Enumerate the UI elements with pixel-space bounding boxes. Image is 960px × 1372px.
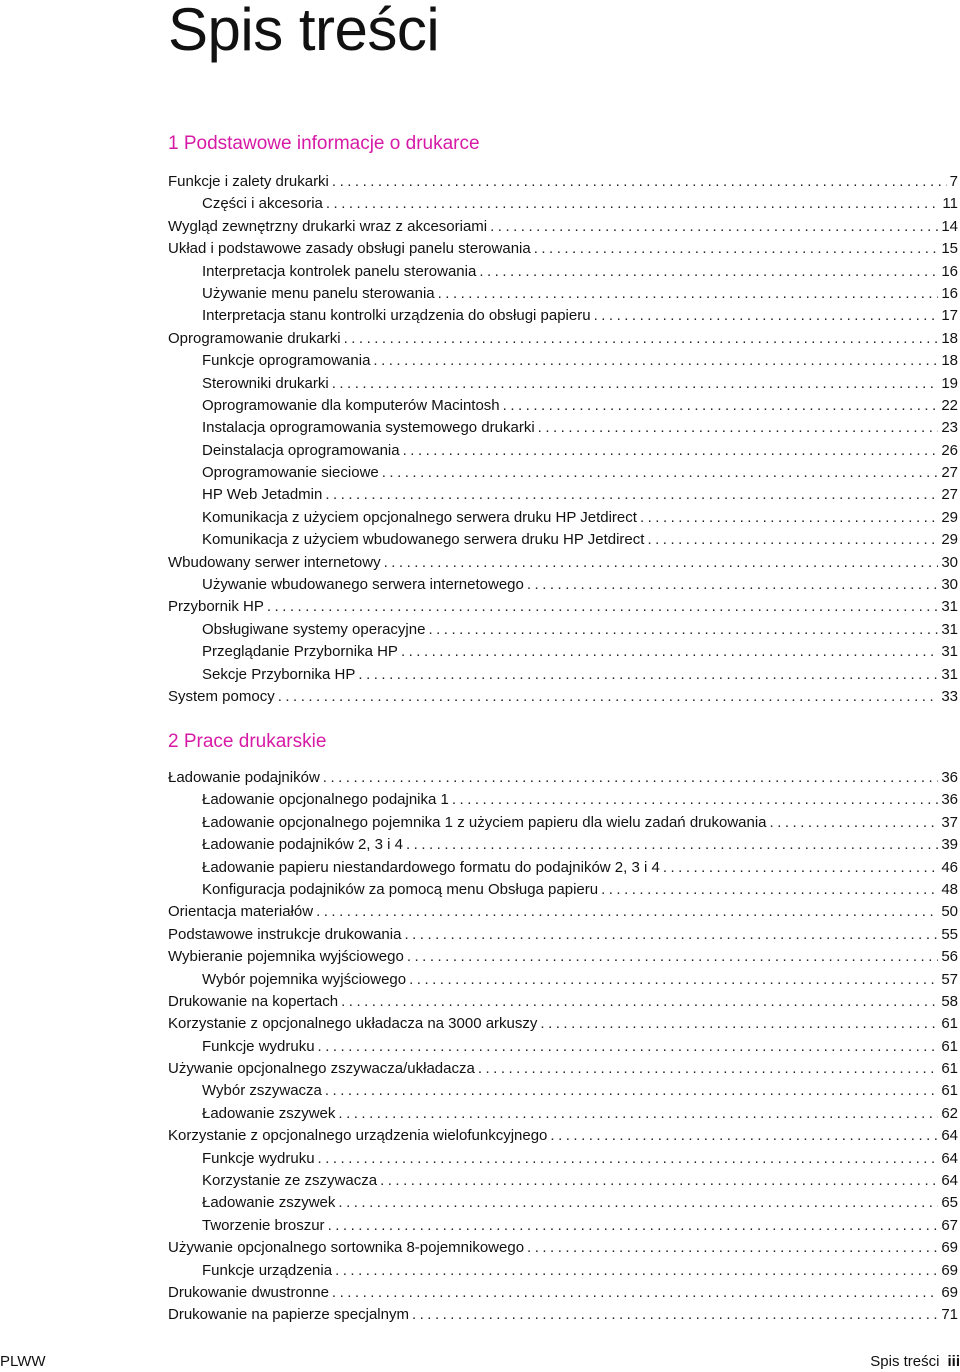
toc-dot-leader xyxy=(407,946,939,968)
toc-entry-label: Oprogramowanie sieciowe xyxy=(202,464,379,482)
toc-entry-label: Funkcje urządzenia xyxy=(202,1261,333,1279)
toc-dot-leader xyxy=(479,261,938,283)
toc-entry[interactable] xyxy=(168,596,958,618)
toc-entry-label: Komunikacja z użyciem wbudowanego serwera druku HP Jetdirect xyxy=(202,531,645,549)
toc-entry-label: Ładowanie podajników xyxy=(168,769,320,786)
toc-entry-label: Orientacja materiałów xyxy=(168,903,314,921)
toc-entry[interactable] xyxy=(168,686,958,708)
toc-dot-leader xyxy=(534,238,939,260)
toc-entry-label: Wbudowany serwer internetowy xyxy=(168,553,381,571)
toc-entry-label: Funkcje i zalety drukarki xyxy=(168,173,329,190)
toc-entry-page: 22 xyxy=(941,396,958,414)
toc-entry-label: Konfiguracja podajników za pomocą menu Obsługa papieru xyxy=(202,880,599,898)
toc-entry-label: Sterowniki drukarki xyxy=(202,374,329,392)
toc-entry-page: 14 xyxy=(941,217,958,235)
toc-dot-leader xyxy=(538,417,939,439)
toc-entry-label: Przybornik HP xyxy=(168,598,264,616)
toc-entry[interactable] xyxy=(168,1013,958,1035)
toc-entry-page: 69 xyxy=(941,1239,958,1257)
toc-dot-leader xyxy=(332,171,947,193)
toc-entry-page: 61 xyxy=(941,1082,958,1100)
toc-dot-leader xyxy=(527,1237,938,1259)
toc-dot-leader xyxy=(490,216,938,238)
toc-entry-label: Używanie wbudowanego serwera internetowego xyxy=(202,576,524,594)
toc-entry[interactable] xyxy=(168,507,958,529)
toc-entry[interactable] xyxy=(168,305,958,327)
toc-entry[interactable] xyxy=(168,484,958,506)
toc-dot-leader xyxy=(382,462,939,484)
toc-entry[interactable] xyxy=(168,857,958,879)
toc-dot-leader xyxy=(341,991,938,1013)
toc-entry-label: HP Web Jetadmin xyxy=(202,486,323,504)
toc-dot-leader xyxy=(325,484,938,506)
toc-entry-label: Deinstalacja oprogramowania xyxy=(202,441,400,459)
toc-entry-page: 7 xyxy=(949,173,958,190)
toc-dot-leader xyxy=(267,596,938,618)
footer-section-name: Spis treści xyxy=(870,1353,940,1370)
toc-entry-page: 36 xyxy=(941,791,958,809)
toc-entry[interactable] xyxy=(168,283,958,305)
toc-entry-page: 27 xyxy=(941,464,958,482)
toc-entry[interactable] xyxy=(168,1125,958,1147)
toc-entry-label: Funkcje oprogramowania xyxy=(202,352,371,370)
toc-entry-label: Wybieranie pojemnika wyjściowego xyxy=(168,948,404,966)
toc-dot-leader xyxy=(332,1282,938,1304)
toc-dot-leader xyxy=(328,1215,939,1237)
toc-entry-page: 33 xyxy=(941,687,958,705)
toc-entry[interactable] xyxy=(168,812,958,834)
toc-entry-label: Korzystanie ze zszywacza xyxy=(202,1172,378,1190)
toc-dot-leader xyxy=(640,507,938,529)
toc-entry[interactable] xyxy=(168,1260,958,1282)
toc-entry-page: 18 xyxy=(941,329,958,347)
toc-dot-leader xyxy=(338,1103,938,1125)
toc-entry-label: Używanie menu panelu sterowania xyxy=(202,284,435,302)
toc-entry-page: 62 xyxy=(941,1104,958,1122)
toc-dot-leader xyxy=(335,1260,938,1282)
toc-entry-page: 15 xyxy=(941,240,958,258)
toc-entry-page: 29 xyxy=(941,531,958,549)
toc-entry-label: Drukowanie na kopertach xyxy=(168,992,339,1010)
toc-dot-leader xyxy=(332,373,939,395)
toc-entry-label: Wybór zszywacza xyxy=(202,1082,322,1100)
toc-dot-leader xyxy=(344,328,939,350)
toc-entry-label: Używanie opcjonalnego zszywacza/układacza xyxy=(168,1060,475,1078)
chapter-1-toc xyxy=(168,171,958,708)
toc-dot-leader xyxy=(550,1125,938,1147)
toc-entry[interactable] xyxy=(168,641,958,663)
toc-entry-page: 46 xyxy=(941,858,958,876)
toc-entry-label: Podstawowe instrukcje drukowania xyxy=(168,925,402,943)
toc-entry-page: 57 xyxy=(941,970,958,988)
toc-entry[interactable] xyxy=(168,619,958,641)
toc-entry-label: Funkcje wydruku xyxy=(202,1037,315,1055)
toc-dot-leader xyxy=(326,193,940,215)
toc-dot-leader xyxy=(503,395,939,417)
toc-entry[interactable] xyxy=(168,1192,958,1214)
toc-entry-label: Interpretacja stanu kontrolki urządzenia do obsługi papieru xyxy=(202,307,591,325)
toc-entry[interactable] xyxy=(168,1080,958,1102)
toc-entry-page: 69 xyxy=(941,1261,958,1279)
toc-entry-page: 65 xyxy=(941,1194,958,1212)
toc-entry-page: 31 xyxy=(941,598,958,616)
toc-dot-leader xyxy=(540,1013,938,1035)
toc-entry[interactable] xyxy=(168,664,958,686)
page-title: Spis treści xyxy=(168,0,440,63)
toc-entry[interactable] xyxy=(168,1103,958,1125)
toc-dot-leader xyxy=(316,901,938,923)
toc-dot-leader xyxy=(384,552,939,574)
toc-entry[interactable] xyxy=(168,1036,958,1058)
toc-entry[interactable] xyxy=(168,193,958,215)
toc-entry-page: 56 xyxy=(941,948,958,966)
toc-entry-page: 48 xyxy=(941,880,958,898)
toc-entry-label: Ładowanie papieru niestandardowego formatu do podajników 2, 3 i 4 xyxy=(202,858,660,876)
toc-entry-label: Korzystanie z opcjonalnego urządzenia wielofunkcyjnego xyxy=(168,1127,548,1145)
toc-dot-leader xyxy=(318,1036,939,1058)
chapter-2-heading[interactable]: 2 Prace drukarskie xyxy=(168,731,327,752)
toc-dot-leader xyxy=(401,641,938,663)
toc-entry[interactable] xyxy=(168,834,958,856)
toc-entry-label: Ładowanie opcjonalnego pojemnika 1 z użyciem papieru dla wielu zadań drukowania xyxy=(202,813,767,831)
toc-entry-page: 55 xyxy=(941,925,958,943)
toc-entry[interactable] xyxy=(168,440,958,462)
toc-entry[interactable] xyxy=(168,261,958,283)
toc-dot-leader xyxy=(428,619,938,641)
toc-entry-label: Ładowanie zszywek xyxy=(202,1104,336,1122)
toc-entry-label: Oprogramowanie drukarki xyxy=(168,329,341,347)
toc-entry[interactable] xyxy=(168,1237,958,1259)
toc-entry-page: 61 xyxy=(941,1037,958,1055)
toc-entry-page: 61 xyxy=(941,1060,958,1078)
toc-dot-leader xyxy=(358,664,938,686)
toc-entry[interactable] xyxy=(168,879,958,901)
toc-entry-label: Sekcje Przybornika HP xyxy=(202,665,356,683)
toc-entry-label: Korzystanie z opcjonalnego układacza na 3000 arkuszy xyxy=(168,1015,538,1033)
toc-entry[interactable] xyxy=(168,789,958,811)
toc-entry-label: Ładowanie zszywek xyxy=(202,1194,336,1212)
toc-entry-page: 64 xyxy=(941,1149,958,1167)
chapter-1-heading[interactable]: 1 Podstawowe informacje o drukarce xyxy=(168,133,480,154)
toc-dot-leader xyxy=(318,1148,939,1170)
toc-entry-page: 29 xyxy=(941,508,958,526)
toc-dot-leader xyxy=(406,834,938,856)
toc-dot-leader xyxy=(527,574,938,596)
toc-entry-page: 31 xyxy=(941,620,958,638)
toc-entry-label: Ładowanie opcjonalnego podajnika 1 xyxy=(202,791,449,809)
toc-entry[interactable] xyxy=(168,1304,958,1326)
toc-entry-page: 17 xyxy=(941,307,958,325)
toc-entry-page: 30 xyxy=(941,576,958,594)
toc-entry[interactable] xyxy=(168,417,958,439)
toc-entry[interactable] xyxy=(168,1282,958,1304)
toc-entry[interactable] xyxy=(168,946,958,968)
toc-entry-label: Ładowanie podajników 2, 3 i 4 xyxy=(202,836,403,854)
footer-page-number: iii xyxy=(947,1353,960,1370)
toc-entry-page: 19 xyxy=(941,374,958,392)
toc-entry-page: 64 xyxy=(941,1127,958,1145)
toc-entry-label: Wybór pojemnika wyjściowego xyxy=(202,970,407,988)
toc-entry[interactable] xyxy=(168,171,958,193)
toc-entry[interactable] xyxy=(168,1215,958,1237)
toc-entry-page: 37 xyxy=(941,813,958,831)
toc-entry[interactable] xyxy=(168,901,958,923)
toc-dot-leader xyxy=(594,305,939,327)
toc-entry-page: 18 xyxy=(941,352,958,370)
toc-entry-page: 23 xyxy=(941,419,958,437)
toc-entry[interactable] xyxy=(168,1148,958,1170)
toc-dot-leader xyxy=(452,789,938,811)
toc-dot-leader xyxy=(601,879,938,901)
toc-dot-leader xyxy=(663,857,938,879)
toc-entry-page: 31 xyxy=(941,643,958,661)
toc-entry-label: Funkcje wydruku xyxy=(202,1149,315,1167)
toc-entry[interactable] xyxy=(168,238,958,260)
toc-entry[interactable] xyxy=(168,395,958,417)
toc-dot-leader xyxy=(278,686,939,708)
toc-entry[interactable] xyxy=(168,462,958,484)
toc-dot-leader xyxy=(412,1304,938,1326)
toc-entry-label: Obsługiwane systemy operacyjne xyxy=(202,620,426,638)
toc-entry-label: Instalacja oprogramowania systemowego drukarki xyxy=(202,419,535,437)
toc-entry-page: 26 xyxy=(941,441,958,459)
toc-dot-leader xyxy=(478,1058,938,1080)
toc-entry-page: 30 xyxy=(941,553,958,571)
toc-dot-leader xyxy=(323,767,939,789)
toc-entry[interactable] xyxy=(168,529,958,551)
toc-entry-label: Układ i podstawowe zasady obsługi panelu sterowania xyxy=(168,240,531,258)
toc-entry[interactable] xyxy=(168,969,958,991)
toc-entry[interactable] xyxy=(168,924,958,946)
toc-entry[interactable] xyxy=(168,373,958,395)
page-footer xyxy=(0,1352,960,1372)
toc-entry[interactable] xyxy=(168,767,958,789)
toc-entry-label: Używanie opcjonalnego sortownika 8-pojemnikowego xyxy=(168,1239,525,1257)
toc-dot-leader xyxy=(373,350,938,372)
toc-entry-label: Wygląd zewnętrzny drukarki wraz z akcesoriami xyxy=(168,217,488,235)
toc-entry-page: 64 xyxy=(941,1172,958,1190)
toc-entry-page: 61 xyxy=(941,1015,958,1033)
toc-entry-page: 58 xyxy=(941,992,958,1010)
toc-entry[interactable] xyxy=(168,991,958,1013)
toc-entry[interactable] xyxy=(168,350,958,372)
toc-dot-leader xyxy=(404,924,938,946)
toc-entry-label: Części i akcesoria xyxy=(202,195,323,213)
toc-entry[interactable] xyxy=(168,1170,958,1192)
toc-entry-label: Tworzenie broszur xyxy=(202,1216,325,1234)
toc-entry-label: Przeglądanie Przybornika HP xyxy=(202,643,398,661)
toc-entry-page: 27 xyxy=(941,486,958,504)
toc-entry-page: 71 xyxy=(941,1306,958,1324)
toc-entry-page: 39 xyxy=(941,836,958,854)
toc-entry-label: Komunikacja z użyciem opcjonalnego serwera druku HP Jetdirect xyxy=(202,508,637,526)
toc-entry[interactable] xyxy=(168,216,958,238)
toc-dot-leader xyxy=(409,969,938,991)
toc-entry-page: 11 xyxy=(942,195,958,213)
toc-entry-page: 31 xyxy=(941,665,958,683)
toc-dot-leader xyxy=(438,283,939,305)
toc-entry[interactable] xyxy=(168,328,958,350)
toc-dot-leader xyxy=(338,1192,938,1214)
toc-entry[interactable] xyxy=(168,1058,958,1080)
chapter-2-toc xyxy=(168,767,958,1327)
footer-doc-code: PLWW xyxy=(0,1353,46,1370)
toc-entry-page: 16 xyxy=(941,284,958,302)
toc-entry[interactable] xyxy=(168,552,958,574)
toc-entry-page: 36 xyxy=(941,769,958,786)
toc-entry-page: 67 xyxy=(941,1216,958,1234)
toc-entry-page: 50 xyxy=(941,903,958,921)
toc-dot-leader xyxy=(403,440,939,462)
toc-dot-leader xyxy=(325,1080,938,1102)
toc-entry[interactable] xyxy=(168,574,958,596)
toc-dot-leader xyxy=(770,812,939,834)
toc-entry-page: 16 xyxy=(941,262,958,280)
footer-page-info xyxy=(870,1352,960,1372)
toc-dot-leader xyxy=(380,1170,938,1192)
toc-entry-label: Drukowanie na papierze specjalnym xyxy=(168,1306,409,1324)
toc-entry-label: System pomocy xyxy=(168,687,275,705)
toc-entry-label: Drukowanie dwustronne xyxy=(168,1283,329,1301)
toc-entry-page: 69 xyxy=(941,1283,958,1301)
toc-entry-label: Interpretacja kontrolek panelu sterowania xyxy=(202,262,477,280)
toc-entry-label: Oprogramowanie dla komputerów Macintosh xyxy=(202,396,500,414)
toc-dot-leader xyxy=(647,529,938,551)
